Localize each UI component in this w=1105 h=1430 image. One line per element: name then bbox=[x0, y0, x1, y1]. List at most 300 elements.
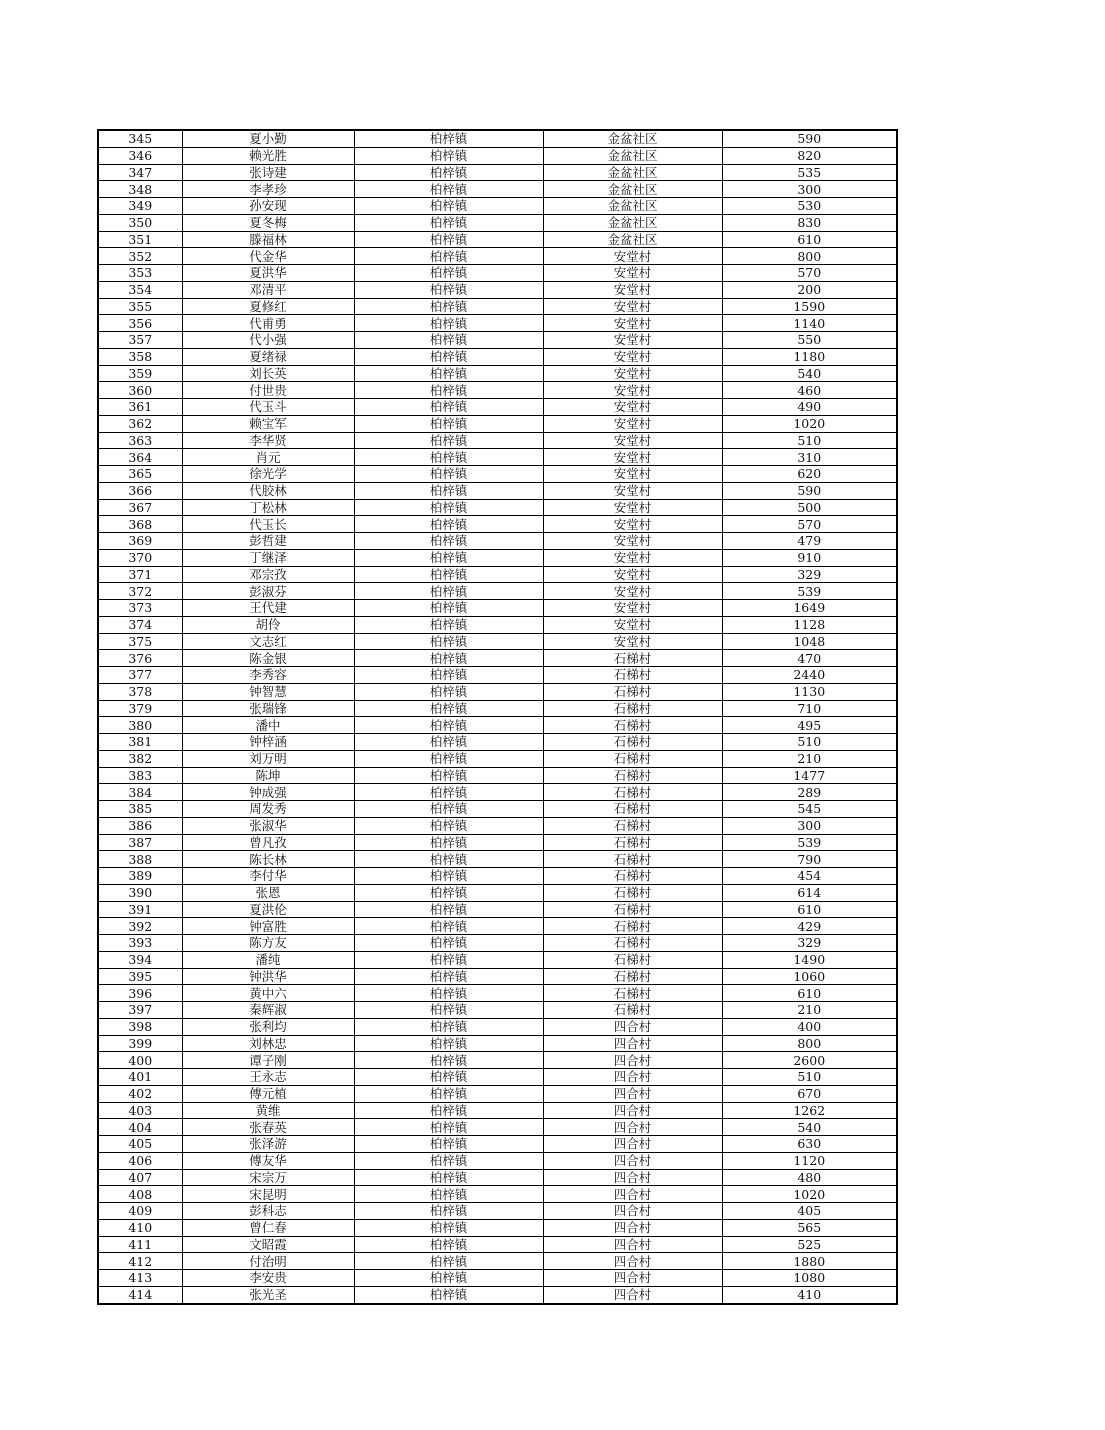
table-row bbox=[98, 767, 897, 784]
name-cell: 文昭霞 bbox=[182, 1236, 354, 1253]
town-cell: 柏梓镇 bbox=[354, 633, 543, 650]
row-number-cell: 374 bbox=[98, 616, 182, 633]
row-number-cell: 386 bbox=[98, 817, 182, 834]
table-row bbox=[98, 918, 897, 935]
table-row bbox=[98, 499, 897, 516]
village-cell: 安堂村 bbox=[543, 281, 722, 298]
table-row bbox=[98, 851, 897, 868]
name-cell: 丁松林 bbox=[182, 499, 354, 516]
table-row bbox=[98, 281, 897, 298]
amount-cell: 1262 bbox=[722, 1102, 897, 1119]
table-row bbox=[98, 1236, 897, 1253]
name-cell: 李孝珍 bbox=[182, 181, 354, 198]
town-cell: 柏梓镇 bbox=[354, 616, 543, 633]
name-cell: 刘林忠 bbox=[182, 1035, 354, 1052]
village-cell: 安堂村 bbox=[543, 432, 722, 449]
row-number-cell: 383 bbox=[98, 767, 182, 784]
name-cell: 夏修红 bbox=[182, 298, 354, 315]
name-cell: 宋宗万 bbox=[182, 1169, 354, 1186]
town-cell: 柏梓镇 bbox=[354, 951, 543, 968]
town-cell: 柏梓镇 bbox=[354, 298, 543, 315]
row-number-cell: 347 bbox=[98, 164, 182, 181]
village-cell: 安堂村 bbox=[543, 265, 722, 282]
name-cell: 刘万明 bbox=[182, 750, 354, 767]
town-cell: 柏梓镇 bbox=[354, 1270, 543, 1287]
village-cell: 石梯村 bbox=[543, 734, 722, 751]
town-cell: 柏梓镇 bbox=[354, 1169, 543, 1186]
amount-cell: 470 bbox=[722, 650, 897, 667]
row-number-cell: 409 bbox=[98, 1203, 182, 1220]
table-row bbox=[98, 549, 897, 566]
row-number-cell: 393 bbox=[98, 935, 182, 952]
town-cell: 柏梓镇 bbox=[354, 750, 543, 767]
table-row bbox=[98, 734, 897, 751]
table-row bbox=[98, 1035, 897, 1052]
village-cell: 四合村 bbox=[543, 1085, 722, 1102]
table-row bbox=[98, 231, 897, 248]
town-cell: 柏梓镇 bbox=[354, 214, 543, 231]
town-cell: 柏梓镇 bbox=[354, 801, 543, 818]
row-number-cell: 351 bbox=[98, 231, 182, 248]
name-cell: 代玉斗 bbox=[182, 399, 354, 416]
amount-cell: 570 bbox=[722, 265, 897, 282]
name-cell: 李秀容 bbox=[182, 667, 354, 684]
name-cell: 彭科志 bbox=[182, 1203, 354, 1220]
row-number-cell: 392 bbox=[98, 918, 182, 935]
name-cell: 陈方友 bbox=[182, 935, 354, 952]
row-number-cell: 358 bbox=[98, 348, 182, 365]
town-cell: 柏梓镇 bbox=[354, 600, 543, 617]
amount-cell: 1048 bbox=[722, 633, 897, 650]
table-row bbox=[98, 817, 897, 834]
amount-cell: 310 bbox=[722, 449, 897, 466]
table-row bbox=[98, 466, 897, 483]
name-cell: 黄维 bbox=[182, 1102, 354, 1119]
amount-cell: 1477 bbox=[722, 767, 897, 784]
table-row bbox=[98, 1102, 897, 1119]
town-cell: 柏梓镇 bbox=[354, 817, 543, 834]
table-row bbox=[98, 1152, 897, 1169]
amount-cell: 790 bbox=[722, 851, 897, 868]
town-cell: 柏梓镇 bbox=[354, 181, 543, 198]
amount-cell: 1020 bbox=[722, 1186, 897, 1203]
row-number-cell: 414 bbox=[98, 1286, 182, 1303]
row-number-cell: 404 bbox=[98, 1119, 182, 1136]
town-cell: 柏梓镇 bbox=[354, 399, 543, 416]
name-cell: 肖元 bbox=[182, 449, 354, 466]
name-cell: 潘纯 bbox=[182, 951, 354, 968]
town-cell: 柏梓镇 bbox=[354, 1069, 543, 1086]
village-cell: 安堂村 bbox=[543, 449, 722, 466]
village-cell: 四合村 bbox=[543, 1270, 722, 1287]
row-number-cell: 388 bbox=[98, 851, 182, 868]
name-cell: 钟智慧 bbox=[182, 683, 354, 700]
amount-cell: 565 bbox=[722, 1219, 897, 1236]
town-cell: 柏梓镇 bbox=[354, 1136, 543, 1153]
table-row bbox=[98, 432, 897, 449]
amount-cell: 510 bbox=[722, 734, 897, 751]
row-number-cell: 355 bbox=[98, 298, 182, 315]
town-cell: 柏梓镇 bbox=[354, 583, 543, 600]
document-sheet bbox=[97, 129, 898, 1305]
town-cell: 柏梓镇 bbox=[354, 901, 543, 918]
town-cell: 柏梓镇 bbox=[354, 1186, 543, 1203]
town-cell: 柏梓镇 bbox=[354, 1253, 543, 1270]
row-number-cell: 410 bbox=[98, 1219, 182, 1236]
name-cell: 夏洪华 bbox=[182, 265, 354, 282]
table-row bbox=[98, 130, 897, 147]
row-number-cell: 348 bbox=[98, 181, 182, 198]
town-cell: 柏梓镇 bbox=[354, 281, 543, 298]
town-cell: 柏梓镇 bbox=[354, 130, 543, 147]
name-cell: 张光圣 bbox=[182, 1286, 354, 1303]
row-number-cell: 382 bbox=[98, 750, 182, 767]
table-row bbox=[98, 214, 897, 231]
row-number-cell: 406 bbox=[98, 1152, 182, 1169]
town-cell: 柏梓镇 bbox=[354, 499, 543, 516]
amount-cell: 1128 bbox=[722, 616, 897, 633]
table-row bbox=[98, 1253, 897, 1270]
amount-cell: 1880 bbox=[722, 1253, 897, 1270]
amount-cell: 300 bbox=[722, 181, 897, 198]
town-cell: 柏梓镇 bbox=[354, 851, 543, 868]
village-cell: 石梯村 bbox=[543, 968, 722, 985]
name-cell: 张春英 bbox=[182, 1119, 354, 1136]
amount-cell: 300 bbox=[722, 817, 897, 834]
row-number-cell: 366 bbox=[98, 482, 182, 499]
town-cell: 柏梓镇 bbox=[354, 566, 543, 583]
village-cell: 安堂村 bbox=[543, 533, 722, 550]
amount-cell: 610 bbox=[722, 231, 897, 248]
table-row bbox=[98, 1219, 897, 1236]
town-cell: 柏梓镇 bbox=[354, 516, 543, 533]
row-number-cell: 360 bbox=[98, 382, 182, 399]
table-row bbox=[98, 365, 897, 382]
name-cell: 张瑞锋 bbox=[182, 700, 354, 717]
row-number-cell: 363 bbox=[98, 432, 182, 449]
town-cell: 柏梓镇 bbox=[354, 968, 543, 985]
name-cell: 李付华 bbox=[182, 868, 354, 885]
row-number-cell: 390 bbox=[98, 884, 182, 901]
village-cell: 安堂村 bbox=[543, 499, 722, 516]
town-cell: 柏梓镇 bbox=[354, 1002, 543, 1019]
village-cell: 石梯村 bbox=[543, 667, 722, 684]
row-number-cell: 387 bbox=[98, 834, 182, 851]
name-cell: 彭淑芬 bbox=[182, 583, 354, 600]
name-cell: 王永志 bbox=[182, 1069, 354, 1086]
table-row bbox=[98, 265, 897, 282]
row-number-cell: 411 bbox=[98, 1236, 182, 1253]
town-cell: 柏梓镇 bbox=[354, 884, 543, 901]
table-row bbox=[98, 1169, 897, 1186]
village-cell: 四合村 bbox=[543, 1069, 722, 1086]
table-row bbox=[98, 583, 897, 600]
row-number-cell: 394 bbox=[98, 951, 182, 968]
village-cell: 金盆社区 bbox=[543, 181, 722, 198]
village-cell: 安堂村 bbox=[543, 482, 722, 499]
amount-cell: 550 bbox=[722, 332, 897, 349]
amount-cell: 1120 bbox=[722, 1152, 897, 1169]
table-row bbox=[98, 1286, 897, 1303]
row-number-cell: 399 bbox=[98, 1035, 182, 1052]
village-cell: 石梯村 bbox=[543, 767, 722, 784]
town-cell: 柏梓镇 bbox=[354, 248, 543, 265]
village-cell: 石梯村 bbox=[543, 834, 722, 851]
village-cell: 安堂村 bbox=[543, 566, 722, 583]
village-cell: 石梯村 bbox=[543, 650, 722, 667]
town-cell: 柏梓镇 bbox=[354, 348, 543, 365]
row-number-cell: 379 bbox=[98, 700, 182, 717]
town-cell: 柏梓镇 bbox=[354, 449, 543, 466]
village-cell: 石梯村 bbox=[543, 700, 722, 717]
amount-cell: 820 bbox=[722, 147, 897, 164]
village-cell: 四合村 bbox=[543, 1035, 722, 1052]
table-row bbox=[98, 415, 897, 432]
village-cell: 安堂村 bbox=[543, 382, 722, 399]
village-cell: 金盆社区 bbox=[543, 164, 722, 181]
amount-cell: 495 bbox=[722, 717, 897, 734]
amount-cell: 1020 bbox=[722, 415, 897, 432]
town-cell: 柏梓镇 bbox=[354, 1035, 543, 1052]
amount-cell: 830 bbox=[722, 214, 897, 231]
village-cell: 四合村 bbox=[543, 1169, 722, 1186]
name-cell: 李华贤 bbox=[182, 432, 354, 449]
row-number-cell: 354 bbox=[98, 281, 182, 298]
name-cell: 夏洪伦 bbox=[182, 901, 354, 918]
name-cell: 代胶林 bbox=[182, 482, 354, 499]
name-cell: 张诗建 bbox=[182, 164, 354, 181]
row-number-cell: 378 bbox=[98, 683, 182, 700]
table-row bbox=[98, 951, 897, 968]
name-cell: 张恩 bbox=[182, 884, 354, 901]
table-row bbox=[98, 516, 897, 533]
row-number-cell: 368 bbox=[98, 516, 182, 533]
table-row bbox=[98, 935, 897, 952]
village-cell: 安堂村 bbox=[543, 583, 722, 600]
amount-cell: 400 bbox=[722, 1018, 897, 1035]
table-row bbox=[98, 533, 897, 550]
amount-cell: 1180 bbox=[722, 348, 897, 365]
village-cell: 四合村 bbox=[543, 1203, 722, 1220]
name-cell: 刘长英 bbox=[182, 365, 354, 382]
town-cell: 柏梓镇 bbox=[354, 1152, 543, 1169]
name-cell: 周发秀 bbox=[182, 801, 354, 818]
name-cell: 付世贵 bbox=[182, 382, 354, 399]
name-cell: 孙安现 bbox=[182, 198, 354, 215]
name-cell: 滕福林 bbox=[182, 231, 354, 248]
name-cell: 潘中 bbox=[182, 717, 354, 734]
row-number-cell: 361 bbox=[98, 399, 182, 416]
village-cell: 安堂村 bbox=[543, 549, 722, 566]
amount-cell: 590 bbox=[722, 482, 897, 499]
town-cell: 柏梓镇 bbox=[354, 265, 543, 282]
village-cell: 安堂村 bbox=[543, 600, 722, 617]
name-cell: 张泽游 bbox=[182, 1136, 354, 1153]
town-cell: 柏梓镇 bbox=[354, 382, 543, 399]
village-cell: 石梯村 bbox=[543, 817, 722, 834]
town-cell: 柏梓镇 bbox=[354, 1052, 543, 1069]
town-cell: 柏梓镇 bbox=[354, 1286, 543, 1303]
village-cell: 石梯村 bbox=[543, 750, 722, 767]
name-cell: 曾凡孜 bbox=[182, 834, 354, 851]
name-cell: 付治明 bbox=[182, 1253, 354, 1270]
table-body bbox=[98, 130, 897, 1304]
name-cell: 陈长林 bbox=[182, 851, 354, 868]
amount-cell: 630 bbox=[722, 1136, 897, 1153]
table-row bbox=[98, 248, 897, 265]
row-number-cell: 352 bbox=[98, 248, 182, 265]
village-cell: 安堂村 bbox=[543, 415, 722, 432]
name-cell: 夏小勤 bbox=[182, 130, 354, 147]
amount-cell: 490 bbox=[722, 399, 897, 416]
table-row bbox=[98, 298, 897, 315]
row-number-cell: 395 bbox=[98, 968, 182, 985]
village-cell: 安堂村 bbox=[543, 315, 722, 332]
town-cell: 柏梓镇 bbox=[354, 985, 543, 1002]
row-number-cell: 364 bbox=[98, 449, 182, 466]
amount-cell: 710 bbox=[722, 700, 897, 717]
amount-cell: 1649 bbox=[722, 600, 897, 617]
row-number-cell: 362 bbox=[98, 415, 182, 432]
row-number-cell: 359 bbox=[98, 365, 182, 382]
village-cell: 石梯村 bbox=[543, 985, 722, 1002]
amount-cell: 525 bbox=[722, 1236, 897, 1253]
town-cell: 柏梓镇 bbox=[354, 147, 543, 164]
village-cell: 安堂村 bbox=[543, 332, 722, 349]
table-row bbox=[98, 482, 897, 499]
amount-cell: 620 bbox=[722, 466, 897, 483]
table-row bbox=[98, 382, 897, 399]
name-cell: 夏冬梅 bbox=[182, 214, 354, 231]
table-row bbox=[98, 1002, 897, 1019]
row-number-cell: 396 bbox=[98, 985, 182, 1002]
name-cell: 彭哲建 bbox=[182, 533, 354, 550]
table-row bbox=[98, 750, 897, 767]
amount-cell: 539 bbox=[722, 834, 897, 851]
table-row bbox=[98, 717, 897, 734]
amount-cell: 410 bbox=[722, 1286, 897, 1303]
name-cell: 王代建 bbox=[182, 600, 354, 617]
row-number-cell: 398 bbox=[98, 1018, 182, 1035]
village-cell: 安堂村 bbox=[543, 399, 722, 416]
village-cell: 四合村 bbox=[543, 1286, 722, 1303]
village-cell: 四合村 bbox=[543, 1186, 722, 1203]
town-cell: 柏梓镇 bbox=[354, 935, 543, 952]
town-cell: 柏梓镇 bbox=[354, 767, 543, 784]
village-cell: 石梯村 bbox=[543, 935, 722, 952]
table-row bbox=[98, 181, 897, 198]
town-cell: 柏梓镇 bbox=[354, 198, 543, 215]
row-number-cell: 381 bbox=[98, 734, 182, 751]
name-cell: 徐光学 bbox=[182, 466, 354, 483]
table-row bbox=[98, 901, 897, 918]
amount-cell: 510 bbox=[722, 1069, 897, 1086]
village-cell: 四合村 bbox=[543, 1052, 722, 1069]
town-cell: 柏梓镇 bbox=[354, 700, 543, 717]
row-number-cell: 372 bbox=[98, 583, 182, 600]
name-cell: 张淑华 bbox=[182, 817, 354, 834]
table-row bbox=[98, 332, 897, 349]
town-cell: 柏梓镇 bbox=[354, 315, 543, 332]
row-number-cell: 408 bbox=[98, 1186, 182, 1203]
table-row bbox=[98, 1119, 897, 1136]
amount-cell: 610 bbox=[722, 985, 897, 1002]
table-row bbox=[98, 1018, 897, 1035]
village-cell: 金盆社区 bbox=[543, 130, 722, 147]
row-number-cell: 345 bbox=[98, 130, 182, 147]
table-row bbox=[98, 834, 897, 851]
name-cell: 钟成强 bbox=[182, 784, 354, 801]
row-number-cell: 349 bbox=[98, 198, 182, 215]
row-number-cell: 384 bbox=[98, 784, 182, 801]
table-row bbox=[98, 650, 897, 667]
table-row bbox=[98, 399, 897, 416]
amount-cell: 500 bbox=[722, 499, 897, 516]
row-number-cell: 385 bbox=[98, 801, 182, 818]
amount-cell: 1080 bbox=[722, 1270, 897, 1287]
amount-cell: 460 bbox=[722, 382, 897, 399]
row-number-cell: 391 bbox=[98, 901, 182, 918]
name-cell: 夏绪禄 bbox=[182, 348, 354, 365]
name-cell: 代金华 bbox=[182, 248, 354, 265]
village-cell: 石梯村 bbox=[543, 868, 722, 885]
name-cell: 秦辉淑 bbox=[182, 1002, 354, 1019]
table-row bbox=[98, 683, 897, 700]
name-cell: 李安贵 bbox=[182, 1270, 354, 1287]
name-cell: 邓清平 bbox=[182, 281, 354, 298]
name-cell: 黄中六 bbox=[182, 985, 354, 1002]
row-number-cell: 402 bbox=[98, 1085, 182, 1102]
data-table bbox=[97, 129, 898, 1305]
name-cell: 谭子刚 bbox=[182, 1052, 354, 1069]
village-cell: 石梯村 bbox=[543, 717, 722, 734]
row-number-cell: 397 bbox=[98, 1002, 182, 1019]
table-row bbox=[98, 315, 897, 332]
town-cell: 柏梓镇 bbox=[354, 1203, 543, 1220]
name-cell: 陈金银 bbox=[182, 650, 354, 667]
village-cell: 金盆社区 bbox=[543, 231, 722, 248]
table-row bbox=[98, 1052, 897, 1069]
village-cell: 四合村 bbox=[543, 1102, 722, 1119]
town-cell: 柏梓镇 bbox=[354, 1102, 543, 1119]
table-row bbox=[98, 884, 897, 901]
name-cell: 陈坤 bbox=[182, 767, 354, 784]
row-number-cell: 371 bbox=[98, 566, 182, 583]
village-cell: 石梯村 bbox=[543, 851, 722, 868]
town-cell: 柏梓镇 bbox=[354, 834, 543, 851]
row-number-cell: 413 bbox=[98, 1270, 182, 1287]
name-cell: 文志红 bbox=[182, 633, 354, 650]
town-cell: 柏梓镇 bbox=[354, 1085, 543, 1102]
village-cell: 安堂村 bbox=[543, 633, 722, 650]
amount-cell: 1490 bbox=[722, 951, 897, 968]
name-cell: 钟洪华 bbox=[182, 968, 354, 985]
amount-cell: 289 bbox=[722, 784, 897, 801]
amount-cell: 535 bbox=[722, 164, 897, 181]
row-number-cell: 353 bbox=[98, 265, 182, 282]
table-row bbox=[98, 616, 897, 633]
table-row bbox=[98, 700, 897, 717]
town-cell: 柏梓镇 bbox=[354, 365, 543, 382]
amount-cell: 200 bbox=[722, 281, 897, 298]
name-cell: 曾仁春 bbox=[182, 1219, 354, 1236]
amount-cell: 1590 bbox=[722, 298, 897, 315]
village-cell: 石梯村 bbox=[543, 884, 722, 901]
name-cell: 傅元植 bbox=[182, 1085, 354, 1102]
table-row bbox=[98, 147, 897, 164]
town-cell: 柏梓镇 bbox=[354, 717, 543, 734]
amount-cell: 2600 bbox=[722, 1052, 897, 1069]
